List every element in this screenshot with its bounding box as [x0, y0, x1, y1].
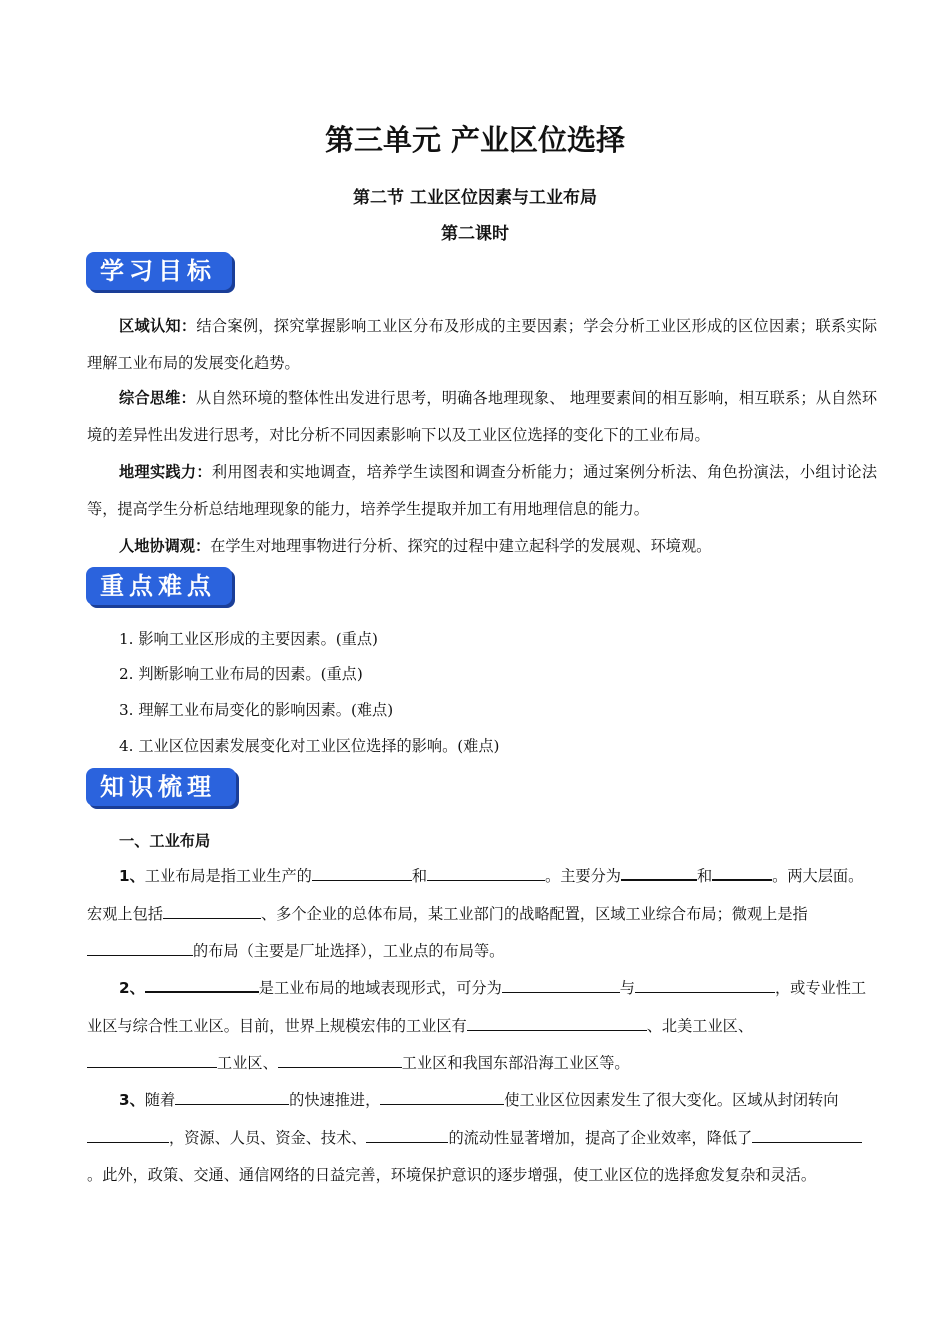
question-text: 工业布局是指工业生产的	[144, 867, 312, 885]
objective-paragraph	[87, 528, 877, 565]
section-heading: 一、工业布局	[119, 832, 211, 850]
question-text: 。此外，政策、交通、通信网络的日益完善，环境保护意识的逐步增强，使工业区位的选择愈发复杂和灵活。	[87, 1166, 816, 1184]
fill-blank[interactable]	[635, 975, 775, 993]
fill-blank[interactable]	[87, 938, 193, 956]
fill-blank[interactable]	[278, 1050, 402, 1068]
question-text: 工业区和我国东部沿海工业区等。	[401, 1054, 630, 1072]
fill-blank[interactable]	[366, 1125, 448, 1143]
fill-blank[interactable]	[87, 1125, 169, 1143]
objective-paragraph	[87, 380, 877, 454]
lesson-title: 第二课时	[441, 224, 509, 244]
question-text: 、北美工业区、	[646, 1016, 753, 1035]
fill-blank[interactable]	[502, 975, 620, 993]
fill-blank[interactable]	[712, 862, 772, 881]
question-text: 和	[411, 867, 428, 885]
fill-blank[interactable]	[145, 974, 259, 993]
key-point-item: 4. 工业区位因素发展变化对工业区位选择的影响。(难点)	[119, 737, 500, 755]
question-text: 的布局（主要是厂址选择），工业点的布局等。	[193, 942, 505, 960]
question-text: 。两大层面。宏观上包括	[87, 867, 864, 923]
question-number: 3、	[119, 1091, 145, 1109]
question-text: 使工业区位因素发生了很大变化。区域从封闭转向	[504, 1091, 839, 1109]
question-text: 的流动性显著增加，提高了企业效率，降低了	[448, 1128, 753, 1147]
question-text: ，或专业性工业区与综合性工业区。目前，世界上规模宏伟的工业区有	[87, 979, 867, 1035]
objective-text: 在学生对地理事物进行分析、探究的过程中建立起科学的发展观、环境观。	[210, 537, 712, 555]
unit-title: 第三单元 产业区位选择	[324, 123, 626, 157]
fill-blank[interactable]	[163, 901, 261, 919]
question-number: 1、	[119, 867, 145, 885]
question-number: 2、	[119, 979, 145, 997]
objective-text: 从自然环境的整体性出发进行思考，明确各地理现象、 地理要素间的相互影响，相互联系；从自然环境的差异性出发进行思考，对比分析不同因素影响下以及工业区位选择的变化下的工业布局。	[87, 389, 878, 444]
key-points-banner: 重点难点	[86, 567, 232, 605]
fill-blank[interactable]	[752, 1125, 862, 1143]
question-text: 工业区、	[217, 1054, 278, 1072]
question-text: 随着	[144, 1091, 176, 1109]
question-1	[87, 858, 877, 971]
key-point-item: 3. 理解工业布局变化的影响因素。(难点)	[119, 701, 394, 719]
question-text: 、多个企业的总体布局，某工业部门的战略配置，区域工业综合布局；微观上是指	[260, 904, 808, 923]
question-2	[87, 970, 877, 1083]
fill-blank[interactable]	[312, 863, 412, 881]
objective-label: 人地协调观：	[119, 537, 211, 555]
question-text: 。主要分为	[545, 867, 621, 885]
objective-paragraph	[87, 454, 877, 528]
fill-blank[interactable]	[175, 1087, 289, 1105]
objective-label: 地理实践力：	[119, 463, 212, 481]
fill-blank[interactable]	[621, 862, 697, 881]
question-text: 的快速推进，	[289, 1091, 381, 1109]
objective-label: 综合思维：	[119, 389, 196, 407]
objective-paragraph	[87, 308, 877, 382]
section-title: 第二节 工业区位因素与工业布局	[353, 188, 597, 208]
question-3	[87, 1082, 877, 1195]
question-text: 是工业布局的地域表现形式，可分为	[258, 979, 502, 997]
question-text: 与	[619, 979, 635, 997]
key-point-item: 1. 影响工业区形成的主要因素。(重点)	[119, 630, 378, 648]
question-text: ，资源、人员、资金、技术、	[169, 1128, 367, 1147]
fill-blank[interactable]	[427, 863, 545, 881]
key-point-item: 2. 判断影响工业布局的因素。(重点)	[119, 665, 363, 683]
objective-label: 区域认知：	[119, 317, 197, 335]
fill-blank[interactable]	[87, 1050, 217, 1068]
fill-blank[interactable]	[467, 1013, 647, 1031]
objectives-banner: 学习目标	[86, 252, 232, 290]
question-text: 和	[696, 867, 713, 885]
objective-text: 利用图表和实地调查，培养学生读图和调查分析能力；通过案例分析法、角色扮演法，小组讨论法等，提高学生分析总结地理现象的能力，培养学生提取并加工有用地理信息的能力。	[87, 463, 878, 518]
fill-blank[interactable]	[380, 1087, 504, 1105]
objective-text: 结合案例，探究掌握影响工业区分布及形成的主要因素；学会分析工业区形成的区位因素；联系实际理解工业布局的发展变化趋势。	[87, 317, 878, 372]
knowledge-banner: 知识梳理	[86, 768, 236, 806]
